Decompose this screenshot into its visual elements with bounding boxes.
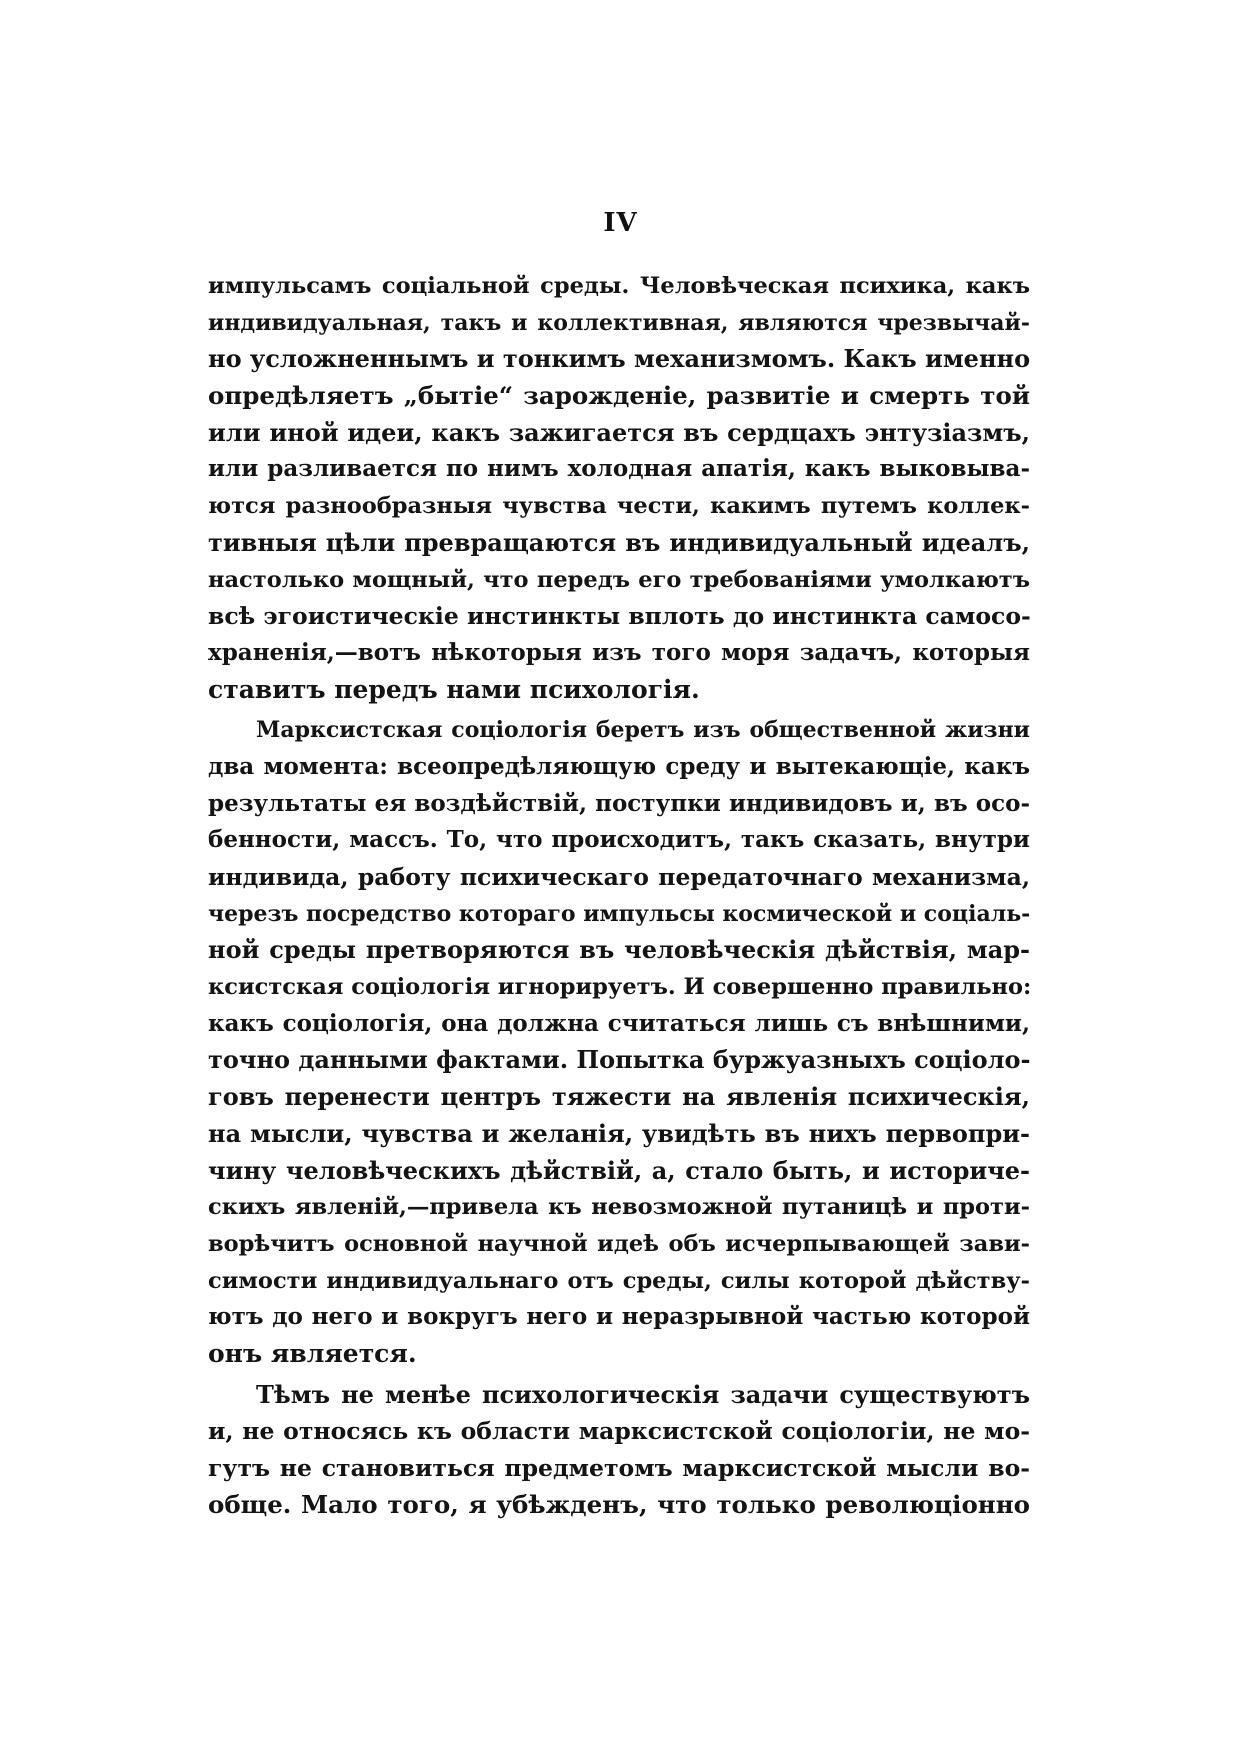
text-line: какъ соціологія, она должна считаться лишь съ внѣшними, [208,1009,1030,1037]
paragraph [208,268,1030,708]
text-line: два момента: всеопредѣляющую среду и вытекающіе, какъ [208,752,1030,780]
text-line: опредѣляетъ „бытіе“ зарожденіе, развитіе и смерть той [208,381,1030,411]
text-line: чину человѣческихъ дѣйствій, а, стало быть, и историче- [208,1155,1030,1185]
text-line: и, не относясь къ области марксистской соціологіи, не мо- [208,1417,1030,1446]
text-line: черезъ посредство котораго импульсы космической и соціаль- [208,900,1031,927]
text-line: настолько мощный, что передъ его требованіями умолкаютъ [208,566,1030,593]
text-line: ворѣчитъ основной научной идеѣ объ исчерпывающей зави- [208,1230,1030,1257]
text-line: ставитъ передъ нами психологія. [208,674,700,704]
text-line: на мысли, чувства и желанія, увидѣть въ нихъ первопри- [208,1118,1030,1148]
text-line: симости индивидуальнаго отъ среды, силы которой дѣйству- [208,1267,1030,1294]
text-line: храненія,—вотъ нѣкоторыя изъ того моря задачъ, которыя [208,638,1030,666]
text-line: ютъ до него и вокругъ него и неразрывной частью которой [208,1303,1030,1331]
text-line: тивныя цѣли превращаются въ индивидуальный идеалъ, [208,527,1030,557]
text-line: обще. Мало того, я убѣжденъ, что только революціонно [208,1489,1030,1519]
text-line: точно данными фактами. Попытка буржуазныхъ соціоло- [208,1045,1031,1075]
text-line: скихъ явленій,—привела къ невозможной путаницѣ и проти- [208,1194,1030,1221]
text-line: результаты ея воздѣйствій, поступки индивидовъ и, въ осо- [208,789,1030,817]
page-number: IV [603,208,638,238]
text-line: импульсамъ соціальной среды. Человѣческая психика, какъ [208,273,1030,299]
text-line: или иной идеи, какъ зажигается въ сердцахъ энтузіазмъ, [208,417,1030,447]
text-line: ной среды претворяются въ человѣческія дѣйствія, мар- [208,935,1030,965]
text-line: или разливается по нимъ холодная апатія, какъ выковыва- [208,455,1030,483]
text-line: индивида, работу психическаго передаточнаго механизма, [208,863,1030,891]
text-line: Тѣмъ не менѣе психологическія задачи существуютъ [256,1379,1030,1409]
text-line: индивидуальная, такъ и коллективная, являются чрезвычай- [208,309,1030,336]
text-line: Марксистская соціологія беретъ изъ общественной жизни [256,717,1030,744]
text-line: ксистская соціологія игнорируетъ. И совершенно правильно: [208,974,1032,1001]
body-text [208,268,1030,1523]
text-line: онъ является. [208,1338,417,1368]
text-line: всѣ эгоистическіе инстинкты вплоть до инстинкта самосо- [208,602,1031,631]
text-line: говъ перенести центръ тяжести на явленія психическія, [208,1082,1030,1112]
paragraph [208,1377,1030,1524]
text-line: ются разнообразныя чувства чести, какимъ путемъ коллек- [208,493,1030,520]
paragraph [208,712,1030,1372]
text-line: но усложненнымъ и тонкимъ механизмомъ. Какъ именно [208,344,1031,374]
text-line: гутъ не становиться предметомъ марксистской мысли во- [208,1454,1030,1482]
text-line: бенности, массъ. То, что происходитъ, такъ сказать, внутри [208,826,1030,854]
